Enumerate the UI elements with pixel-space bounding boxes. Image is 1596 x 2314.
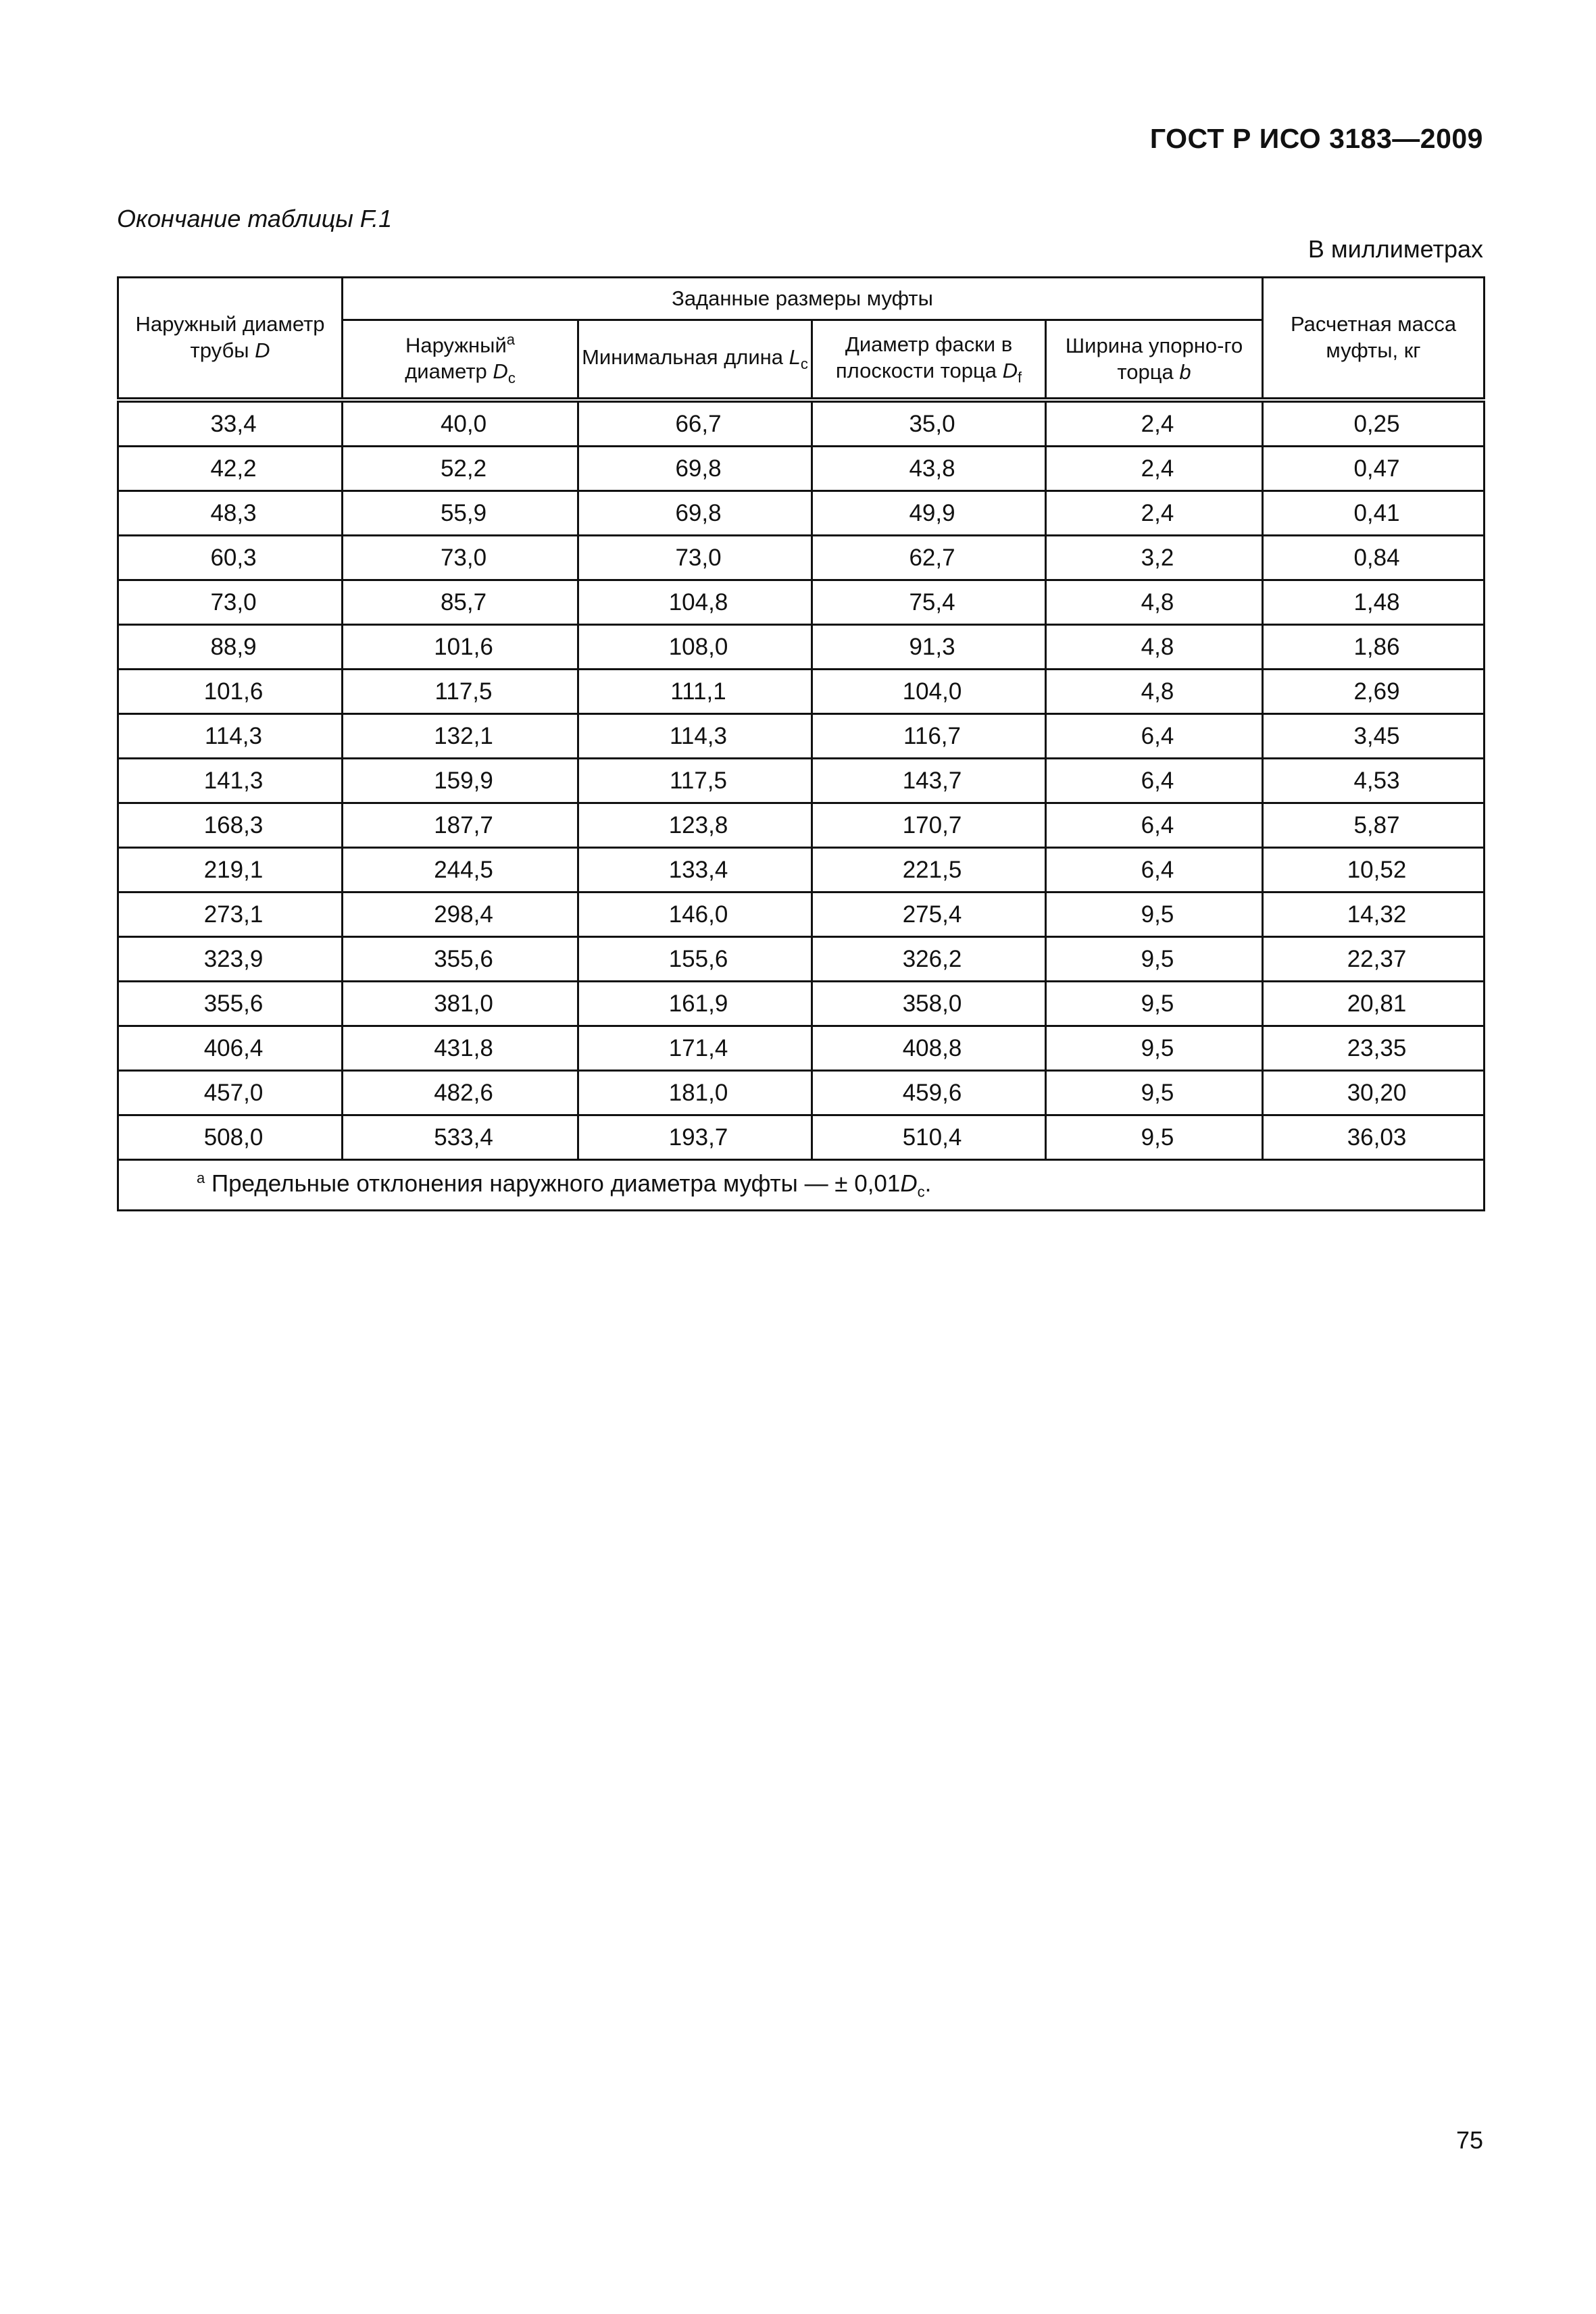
cell-min-length: 171,4 — [578, 1026, 812, 1071]
cell-shoulder-width: 9,5 — [1046, 937, 1263, 982]
header-coupling-od-symbol: D — [493, 359, 508, 384]
table-row — [118, 937, 1485, 982]
table-caption: Окончание таблицы F.1 — [117, 205, 393, 232]
footnote-end: . — [924, 1170, 932, 1197]
cell-mass: 3,45 — [1263, 714, 1485, 759]
header-pipe-od-symbol: D — [255, 338, 270, 362]
footnote-text: Предельные отклонения наружного диаметра муфты — ± 0,01 — [211, 1170, 901, 1197]
table-row — [118, 491, 1485, 536]
cell-pipe-od: 508,0 — [118, 1115, 343, 1160]
header-coupling-od — [343, 320, 578, 401]
cell-pipe-od: 323,9 — [118, 937, 343, 982]
header-coupling-od-subscript: c — [507, 370, 516, 387]
header-min-length-subscript: c — [800, 355, 808, 373]
cell-min-length: 114,3 — [578, 714, 812, 759]
table-row — [118, 1071, 1485, 1115]
cell-pipe-od: 48,3 — [118, 491, 343, 536]
header-min-length-label: Минимальная длина — [582, 345, 784, 370]
cell-pipe-od: 33,4 — [118, 400, 343, 447]
cell-pipe-od: 457,0 — [118, 1071, 343, 1115]
table-row — [118, 759, 1485, 803]
cell-coupling-od: 132,1 — [343, 714, 578, 759]
header-chamfer-symbol: D — [1002, 358, 1018, 382]
cell-coupling-od: 52,2 — [343, 447, 578, 491]
cell-min-length: 108,0 — [578, 625, 812, 670]
cell-coupling-od: 101,6 — [343, 625, 578, 670]
cell-shoulder-width: 6,4 — [1046, 848, 1263, 892]
cell-shoulder-width: 6,4 — [1046, 759, 1263, 803]
table-row — [118, 803, 1485, 848]
cell-min-length: 69,8 — [578, 447, 812, 491]
cell-shoulder-width: 6,4 — [1046, 714, 1263, 759]
cell-mass: 4,53 — [1263, 759, 1485, 803]
cell-min-length: 193,7 — [578, 1115, 812, 1160]
cell-min-length: 123,8 — [578, 803, 812, 848]
cell-shoulder-width: 9,5 — [1046, 1115, 1263, 1160]
cell-shoulder-width: 2,4 — [1046, 447, 1263, 491]
cell-pipe-od: 60,3 — [118, 536, 343, 580]
table-footnote — [118, 1160, 1485, 1211]
table-row — [118, 580, 1485, 625]
page-number: 75 — [1455, 2126, 1483, 2154]
cell-chamfer-diameter: 35,0 — [812, 400, 1046, 447]
header-coupling-od-label: Наружный — [405, 333, 507, 357]
cell-chamfer-diameter: 91,3 — [812, 625, 1046, 670]
cell-mass: 1,48 — [1263, 580, 1485, 625]
table-row — [118, 625, 1485, 670]
cell-min-length: 104,8 — [578, 580, 812, 625]
cell-chamfer-diameter: 143,7 — [812, 759, 1046, 803]
cell-shoulder-width: 2,4 — [1046, 491, 1263, 536]
cell-chamfer-diameter: 49,9 — [812, 491, 1046, 536]
cell-mass: 0,25 — [1263, 400, 1485, 447]
header-min-length-symbol: L — [789, 345, 801, 370]
cell-min-length: 117,5 — [578, 759, 812, 803]
header-chamfer-diameter — [812, 320, 1046, 401]
header-coupling-group: Заданные размеры муфты — [343, 278, 1263, 320]
table-row — [118, 1115, 1485, 1160]
cell-coupling-od: 482,6 — [343, 1071, 578, 1115]
cell-min-length: 73,0 — [578, 536, 812, 580]
cell-min-length: 181,0 — [578, 1071, 812, 1115]
footnote-marker: а — [197, 1169, 205, 1186]
cell-shoulder-width: 2,4 — [1046, 400, 1263, 447]
cell-min-length: 66,7 — [578, 400, 812, 447]
cell-pipe-od: 101,6 — [118, 670, 343, 714]
cell-chamfer-diameter: 62,7 — [812, 536, 1046, 580]
cell-chamfer-diameter: 170,7 — [812, 803, 1046, 848]
cell-mass: 30,20 — [1263, 1071, 1485, 1115]
cell-min-length: 155,6 — [578, 937, 812, 982]
cell-chamfer-diameter: 358,0 — [812, 982, 1046, 1026]
cell-mass: 0,47 — [1263, 447, 1485, 491]
cell-chamfer-diameter: 326,2 — [812, 937, 1046, 982]
cell-min-length: 69,8 — [578, 491, 812, 536]
cell-shoulder-width: 4,8 — [1046, 670, 1263, 714]
header-coupling-od-footnote-mark: а — [506, 331, 516, 349]
cell-coupling-od: 85,7 — [343, 580, 578, 625]
cell-coupling-od: 117,5 — [343, 670, 578, 714]
footnote-subscript: c — [917, 1183, 925, 1201]
header-shoulder-width — [1046, 320, 1263, 401]
cell-coupling-od: 244,5 — [343, 848, 578, 892]
cell-mass: 20,81 — [1263, 982, 1485, 1026]
cell-mass: 22,37 — [1263, 937, 1485, 982]
units-note: В миллиметрах — [1307, 235, 1483, 263]
cell-mass: 10,52 — [1263, 848, 1485, 892]
cell-min-length: 146,0 — [578, 892, 812, 937]
cell-chamfer-diameter: 104,0 — [812, 670, 1046, 714]
cell-mass: 0,84 — [1263, 536, 1485, 580]
cell-coupling-od: 298,4 — [343, 892, 578, 937]
table-body — [118, 400, 1485, 1160]
table-row — [118, 447, 1485, 491]
header-pipe-od-label: Наружный диаметр трубы — [135, 312, 325, 362]
cell-mass: 36,03 — [1263, 1115, 1485, 1160]
cell-pipe-od: 273,1 — [118, 892, 343, 937]
cell-min-length: 133,4 — [578, 848, 812, 892]
cell-shoulder-width: 6,4 — [1046, 803, 1263, 848]
footnote-symbol: D — [900, 1170, 918, 1197]
cell-coupling-od: 533,4 — [343, 1115, 578, 1160]
header-pipe-od — [118, 278, 343, 401]
cell-shoulder-width: 4,8 — [1046, 625, 1263, 670]
table-row — [118, 1026, 1485, 1071]
cell-chamfer-diameter: 275,4 — [812, 892, 1046, 937]
table-row — [118, 400, 1485, 447]
cell-chamfer-diameter: 408,8 — [812, 1026, 1046, 1071]
footnote-row — [118, 1160, 1485, 1211]
cell-chamfer-diameter: 116,7 — [812, 714, 1046, 759]
header-mass: Расчетная масса муфты, кг — [1263, 278, 1485, 401]
cell-mass: 5,87 — [1263, 803, 1485, 848]
cell-shoulder-width: 4,8 — [1046, 580, 1263, 625]
cell-shoulder-width: 9,5 — [1046, 982, 1263, 1026]
table-row — [118, 536, 1485, 580]
table-row — [118, 848, 1485, 892]
table-row — [118, 714, 1485, 759]
cell-mass: 2,69 — [1263, 670, 1485, 714]
cell-coupling-od: 381,0 — [343, 982, 578, 1026]
cell-chamfer-diameter: 43,8 — [812, 447, 1046, 491]
header-min-length — [578, 320, 812, 401]
cell-chamfer-diameter: 459,6 — [812, 1071, 1046, 1115]
cell-pipe-od: 88,9 — [118, 625, 343, 670]
header-chamfer-subscript: f — [1017, 368, 1022, 386]
cell-pipe-od: 73,0 — [118, 580, 343, 625]
cell-coupling-od: 187,7 — [343, 803, 578, 848]
cell-coupling-od: 355,6 — [343, 937, 578, 982]
cell-min-length: 111,1 — [578, 670, 812, 714]
cell-pipe-od: 141,3 — [118, 759, 343, 803]
cell-shoulder-width: 3,2 — [1046, 536, 1263, 580]
cell-pipe-od: 219,1 — [118, 848, 343, 892]
cell-shoulder-width: 9,5 — [1046, 892, 1263, 937]
cell-coupling-od: 159,9 — [343, 759, 578, 803]
header-chamfer-label: Диаметр фаски в плоскости торца — [835, 332, 1013, 382]
cell-min-length: 161,9 — [578, 982, 812, 1026]
cell-coupling-od: 40,0 — [343, 400, 578, 447]
header-coupling-od-label-2: диаметр — [405, 359, 487, 384]
document-standard-header: ГОСТ Р ИСО 3183—2009 — [1149, 123, 1483, 154]
header-shoulder-label: Ширина упорно-го торца — [1065, 333, 1243, 384]
table-row — [118, 982, 1485, 1026]
cell-pipe-od: 114,3 — [118, 714, 343, 759]
cell-chamfer-diameter: 75,4 — [812, 580, 1046, 625]
cell-shoulder-width: 9,5 — [1046, 1026, 1263, 1071]
cell-coupling-od: 431,8 — [343, 1026, 578, 1071]
cell-pipe-od: 168,3 — [118, 803, 343, 848]
cell-chamfer-diameter: 510,4 — [812, 1115, 1046, 1160]
header-shoulder-symbol: b — [1179, 359, 1191, 384]
cell-coupling-od: 73,0 — [343, 536, 578, 580]
cell-chamfer-diameter: 221,5 — [812, 848, 1046, 892]
cell-shoulder-width: 9,5 — [1046, 1071, 1263, 1115]
cell-mass: 23,35 — [1263, 1026, 1485, 1071]
cell-mass: 14,32 — [1263, 892, 1485, 937]
cell-pipe-od: 355,6 — [118, 982, 343, 1026]
table-row — [118, 892, 1485, 937]
cell-mass: 0,41 — [1263, 491, 1485, 536]
cell-coupling-od: 55,9 — [343, 491, 578, 536]
table-row — [118, 670, 1485, 714]
cell-mass: 1,86 — [1263, 625, 1485, 670]
cell-pipe-od: 42,2 — [118, 447, 343, 491]
coupling-dimensions-table — [117, 276, 1485, 1211]
cell-pipe-od: 406,4 — [118, 1026, 343, 1071]
